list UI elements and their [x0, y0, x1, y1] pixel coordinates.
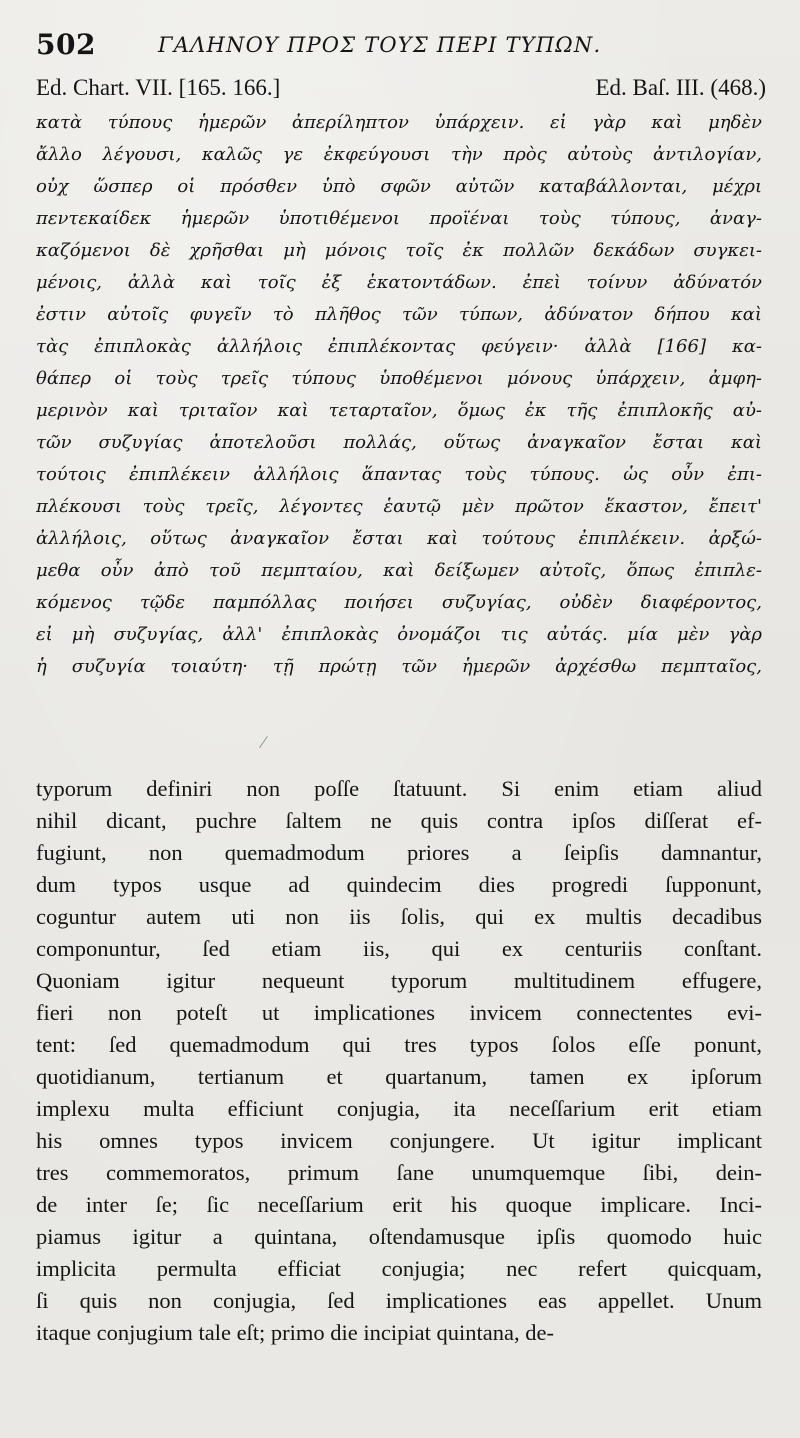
latin-line: implicita permulta efficiat conjugia; nec refert quicquam,: [36, 1256, 762, 1281]
latin-line: coguntur autem uti non iis ſolis, qui ex multis decadibus: [36, 904, 762, 929]
running-title: ΓΑΛΗΝΟΥ ΠΡΟΣ ΤΟΥΣ ΠΕΡΙ ΤΥΠΩΝ.: [158, 33, 602, 57]
greek-line: ἀλλήλοις, οὕτως ἀναγκαῖον ἔσται καὶ τούτους ἐπιπλέκειν. ἀρξώ-: [36, 528, 762, 549]
ink-mark: [259, 736, 276, 754]
latin-line: fugiunt, non quemadmodum priores a ſeipſis damnantur,: [36, 840, 762, 865]
latin-line: quotidianum, tertianum et quartanum, tamen ex ipſorum: [36, 1064, 762, 1089]
latin-line: tres commemoratos, primum ſane unumquemque ſibi, dein-: [36, 1160, 762, 1185]
latin-line: ſi quis non conjugia, ſed implicationes eas appellet. Unum: [36, 1288, 762, 1313]
latin-line: implexu multa efficiunt conjugia, ita neceſſarium erit etiam: [36, 1096, 762, 1121]
greek-line: μεθα οὖν ἀπὸ τοῦ πεμπταίου, καὶ δείξωμεν αὐτοῖς, ὅπως ἐπιπλε-: [36, 560, 762, 581]
latin-line: dum typos usque ad quindecim dies progredi ſupponunt,: [36, 872, 762, 897]
latin-line: Quoniam igitur nequeunt typorum multitudinem effugere,: [36, 968, 762, 993]
greek-line: κατὰ τύπους ἡμερῶν ἀπερίληπτον ὑπάρχειν. εἰ γὰρ καὶ μηδὲν: [36, 112, 762, 133]
greek-line: τούτοις ἐπιπλέκειν ἀλλήλοις ἅπαντας τοὺς τύπους. ὡς οὖν ἐπι-: [36, 464, 762, 485]
page-header: [36, 20, 764, 64]
latin-line: his omnes typos invicem conjungere. Ut igitur implicant: [36, 1128, 762, 1153]
greek-line: ἄλλο λέγουσι, καλῶς γε ἐκφεύγουσι τὴν πρὸς αὐτοὺς ἀντιλογίαν,: [36, 144, 762, 165]
edition-basel-ref: Ed. Baſ. III. (468.): [595, 75, 766, 100]
greek-line: κόμενος τῷδε παμπόλλας ποιήσει συζυγίας, οὐδὲν διαφέροντος,: [36, 592, 762, 613]
greek-line: ἐστιν αὐτοῖς φυγεῖν τὸ πλῆθος τῶν τύπων, ἀδύνατον δήπου καὶ: [36, 304, 762, 325]
edition-chartier-ref: Ed. Chart. VII. [165. 166.]: [36, 75, 281, 100]
greek-line: μερινὸν καὶ τριταῖον καὶ τεταρταῖον, ὅμως ἐκ τῆς ἐπιπλοκῆς αὐ-: [36, 400, 762, 421]
latin-line: nihil dicant, puchre ſaltem ne quis contra ipſos diſſerat ef-: [36, 808, 762, 833]
latin-line: fieri non poteſt ut implicationes invicem connectentes evi-: [36, 1000, 762, 1025]
greek-line: οὐχ ὥσπερ οἱ πρόσθεν ὑπὸ σφῶν αὐτῶν καταβάλλονται, μέχρι: [36, 176, 762, 197]
edition-reference-line: [36, 74, 770, 104]
greek-line: τὰς ἐπιπλοκὰς ἀλλήλοις ἐπιπλέκοντας φεύγειν· ἀλλὰ [166] κα-: [36, 336, 762, 357]
greek-line: τῶν συζυγίας ἀποτελοῦσι πολλάς, οὕτως ἀναγκαῖον ἔσται καὶ: [36, 432, 762, 453]
latin-text-block: [36, 773, 762, 1349]
latin-line: tent: ſed quemadmodum qui tres typos ſolos eſſe ponunt,: [36, 1032, 762, 1057]
latin-line: typorum definiri non poſſe ſtatuunt. Si enim etiam aliud: [36, 776, 762, 801]
greek-text-block: [36, 107, 762, 683]
latin-line: itaque conjugium tale eſt; primo die incipiat quintana, de-: [36, 1320, 554, 1345]
latin-line: de inter ſe; ſic neceſſarium erit his quoque implicare. Inci-: [36, 1192, 762, 1217]
greek-line: ἡ συζυγία τοιαύτη· τῇ πρώτῃ τῶν ἡμερῶν ἀρχέσθω πεμπταῖος,: [36, 656, 762, 677]
greek-line: εἰ μὴ συζυγίας, ἀλλ' ἐπιπλοκὰς ὀνομάζοι τις αὐτάς. μία μὲν γὰρ: [36, 624, 762, 645]
page-number: 502: [36, 28, 96, 61]
greek-line: πεντεκαίδεκ ἡμερῶν ὑποτιθέμενοι προϊέναι τοὺς τύπους, ἀναγ-: [36, 208, 762, 229]
greek-line: θάπερ οἱ τοὺς τρεῖς τύπους ὑποθέμενοι μόνους ὑπάρχειν, ἀμφη-: [36, 368, 762, 389]
greek-line: πλέκουσι τοὺς τρεῖς, λέγοντες ἑαυτῷ μὲν πρῶτον ἕκαστον, ἔπειτ': [36, 496, 762, 517]
greek-line: καζόμενοι δὲ χρῆσθαι μὴ μόνοις τοῖς ἐκ πολλῶν δεκάδων συγκει-: [36, 240, 762, 261]
latin-line: componuntur, ſed etiam iis, qui ex centuriis conſtant.: [36, 936, 762, 961]
latin-line: piamus igitur a quintana, oſtendamusque ipſis quomodo huic: [36, 1224, 762, 1249]
greek-line: μένοις, ἀλλὰ καὶ τοῖς ἐξ ἑκατοντάδων. ἐπεὶ τοίνυν ἀδύνατόν: [36, 272, 762, 293]
